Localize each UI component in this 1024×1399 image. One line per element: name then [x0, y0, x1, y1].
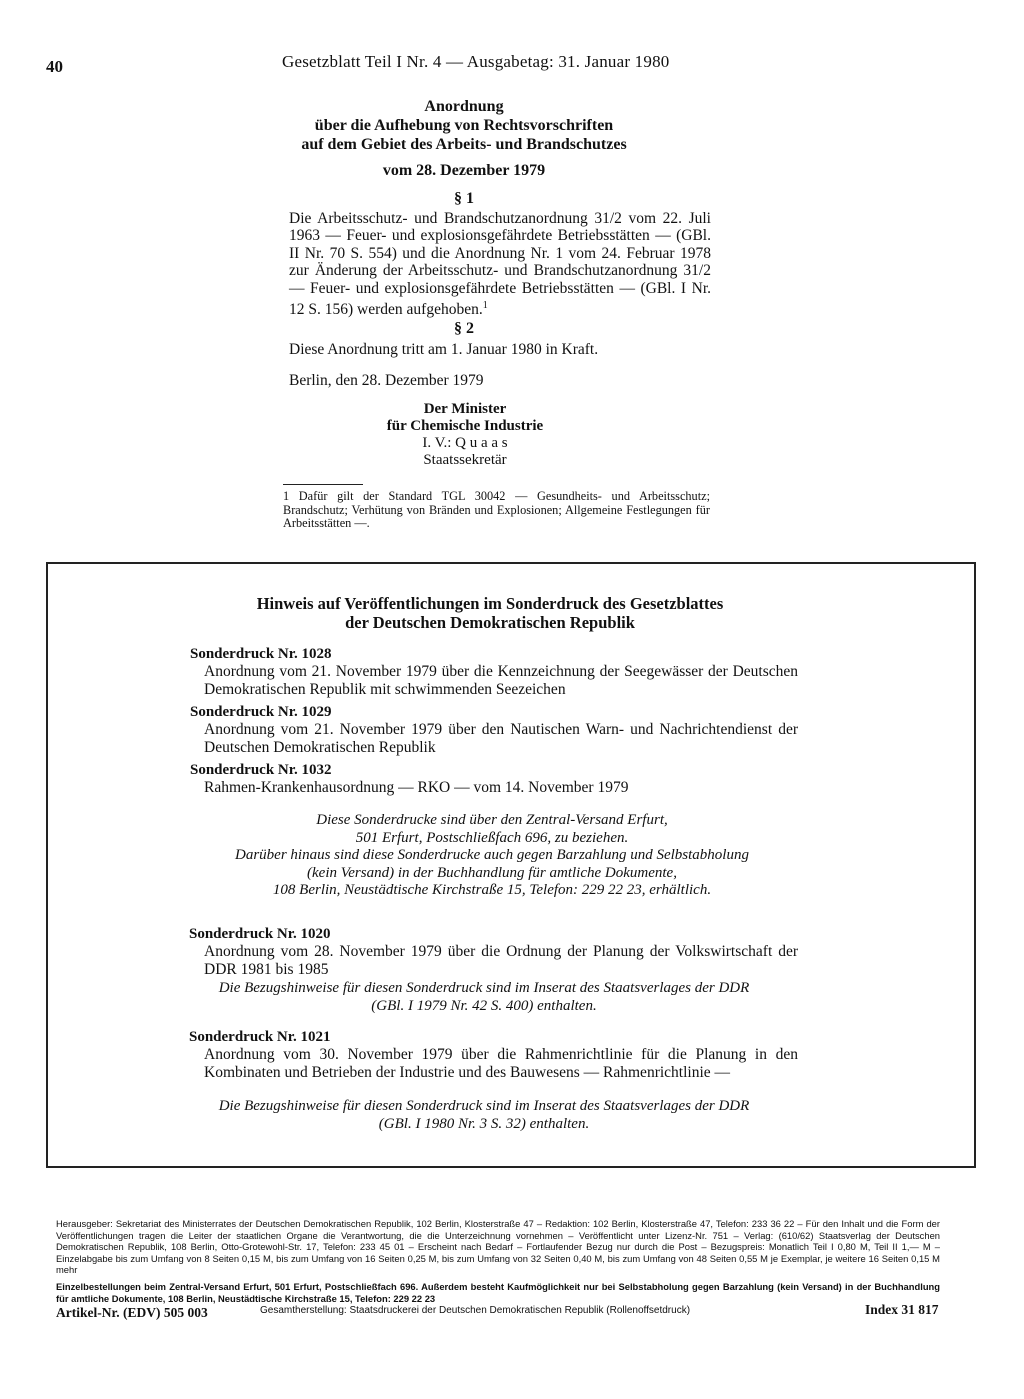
ordinance-title-line: auf dem Gebiet des Arbeits- und Brandschutzes: [301, 136, 627, 153]
signature-block: [300, 401, 630, 469]
sonderdruck-1032-text: Rahmen-Krankenhausordnung — RKO — vom 14. November 1979: [204, 779, 629, 796]
sonderdruck-1021-heading: Sonderdruck Nr. 1021: [189, 1029, 331, 1045]
footnote-marker: 1: [482, 300, 488, 312]
sonderdruck-1020-text: Anordnung vom 28. November 1979 über die Ordnung der Planung der Volkswirtschaft der DDR 1981 bis 1985: [204, 943, 798, 978]
sonderdruck-1020-heading: Sonderdruck Nr. 1020: [189, 926, 331, 942]
place-date: Berlin, den 28. Dezember 1979: [289, 372, 484, 389]
section-1-body: Die Arbeitsschutz- und Brandschutzanordnung 31/2 vom 22. Juli 1963 — Feuer- und explosionsgefährdete Betriebsstätten — (GBl. II Nr. 70 S. 554) und die Anordnung Nr. 1 vom 24. Februar 1978 zur Änderung der Arbeitsschutz- und Brandschutzanordnung 31/2 — Feuer- und explosionsgefährdete Betriebsstätten — (GBl. I Nr. 12 S. 156) werden aufgehoben.: [289, 210, 711, 319]
availability-line: Diese Sonderdrucke sind über den Zentral-Versand Erfurt,: [316, 812, 668, 828]
sonderdruck-1032-heading: Sonderdruck Nr. 1032: [190, 762, 332, 778]
imprint-publisher: Herausgeber: Sekretariat des Ministerrates der Deutschen Demokratischen Republik, 102 Berlin, Klosterstraße 47 – Redaktion: 102 Berlin, Klosterstraße 47, Telefon: 233 36 22 – Für den Inhalt und die Form der Veröffentlichungen tragen die Leiter der staatlichen Organe die Verantwortung, die die Unterzeichnung vornehmen – Veröffentlicht unter Lizenz-Nr. 751 – Verlag: (610/62) Staatsverlag der Deutschen Demokratischen Republik, 108 Berlin, Otto-Grotewohl-Str. 17, Telefon: 233 45 01 – Erscheint nach Bedarf – Fortlaufender Bezug nur durch die Post – Bezugspreis: Monatlich Teil I 0,80 M, Teil II 1,— M – Einzelabgabe bis zum Umfang von 8 Seiten 0,15 M, bis zum Umfang von 16 Seiten 0,25 M, bis zum Umfang von 32 Seiten 0,40 M, bis zum Umfang von 48 Seiten 0,55 M je Exemplar, je weitere 16 Seiten 0,15 M mehr: [56, 1218, 940, 1276]
sonderdruck-1020-reference: [164, 980, 804, 1015]
reference-line: (GBl. I 1979 Nr. 42 S. 400) enthalten.: [371, 997, 597, 1014]
availability-line: (kein Versand) in der Buchhandlung für amtliche Dokumente,: [307, 864, 677, 881]
signature-title: Der Minister: [423, 401, 507, 417]
reference-line: Die Bezugshinweise für diesen Sonderdruck sind im Inserat des Staatsverlages der DDR: [218, 1098, 750, 1114]
imprint-orders: Einzelbestellungen beim Zentral-Versand Erfurt, 501 Erfurt, Postschließfach 696. Außerdem besteht Kaufmöglichkeit nur bei Selbstabholung gegen Barzahlung (kein Versand) in der Buchhandlung für amtliche Dokumente, 108 Berlin, Neustädtische Kirchstraße 15, Telefon: 229 22 23: [56, 1281, 940, 1304]
section-1-label: § 1: [454, 190, 474, 207]
availability-line: 108 Berlin, Neustädtische Kirchstraße 15, Telefon: 229 22 23, erhältlich.: [272, 882, 712, 898]
signature-ministry: für Chemische Industrie: [386, 418, 544, 434]
availability-note: [172, 812, 812, 900]
section-1-text: [289, 210, 711, 319]
ordinance-title-line: über die Aufhebung von Rechtsvorschriften: [314, 117, 614, 134]
article-number: Artikel-Nr. (EDV) 505 003: [56, 1305, 208, 1320]
notice-title-line: Hinweis auf Veröffentlichungen im Sonderdruck des Gesetzblattes: [256, 594, 724, 613]
footnote: 1 Dafür gilt der Standard TGL 30042 — Gesundheits- und Arbeitsschutz; Brandschutz; Verhütung von Bränden und Explosionen; Allgemeine Festlegungen für Arbeitsstätten —.: [283, 489, 710, 530]
availability-line: Darüber hinaus sind diese Sonderdrucke auch gegen Barzahlung und Selbstabholung: [235, 847, 749, 863]
section-2-label: § 2: [454, 320, 474, 337]
ordinance-title: [200, 97, 728, 154]
sonderdruck-1021-text: Anordnung vom 30. November 1979 über die Rahmenrichtlinie für die Planung in den Kombinaten und Betrieben der Industrie und des Bauwesens — Rahmenrichtlinie —: [204, 1046, 798, 1081]
sonderdruck-1029-text: Anordnung vom 21. November 1979 über den Nautischen Warn- und Nachrichtendienst der Deutschen Demokratischen Republik: [204, 721, 798, 756]
sonderdruck-1028-text: Anordnung vom 21. November 1979 über die Kennzeichnung der Seegewässer der Deutschen Demokratischen Republik mit schwimmenden Seezeichen: [204, 663, 798, 698]
gazette-header-title: Gesetzblatt Teil I Nr. 4 — Ausgabetag: 31. Januar 1980: [282, 52, 670, 71]
availability-line: 501 Erfurt, Postschließfach 696, zu beziehen.: [355, 829, 629, 846]
signature-name: I. V.: Q u a a s: [422, 435, 508, 451]
index-number: Index 31 817: [865, 1302, 939, 1317]
sonderdruck-1021-reference: [164, 1098, 804, 1133]
reference-line: (GBl. I 1980 Nr. 3 S. 32) enthalten.: [378, 1115, 590, 1132]
section-2-text: Diese Anordnung tritt am 1. Januar 1980 in Kraft.: [289, 341, 599, 358]
notice-title-line: der Deutschen Demokratischen Republik: [345, 613, 635, 632]
printer-line: Gesamtherstellung: Staatsdruckerei der Deutschen Demokratischen Republik (Rollenoffsetdruck): [260, 1305, 691, 1316]
reference-line: Die Bezugshinweise für diesen Sonderdruck sind im Inserat des Staatsverlages der DDR: [218, 980, 750, 996]
page-number: 40: [46, 57, 63, 76]
ordinance-title-line: Anordnung: [424, 98, 504, 115]
sonderdruck-1028-heading: Sonderdruck Nr. 1028: [190, 646, 332, 662]
footnote-rule: [283, 484, 363, 485]
ordinance-date: vom 28. Dezember 1979: [382, 162, 546, 179]
sonderdruck-1029-heading: Sonderdruck Nr. 1029: [190, 704, 332, 720]
notice-title: [140, 594, 840, 632]
signature-role: Staatssekretär: [423, 452, 507, 468]
